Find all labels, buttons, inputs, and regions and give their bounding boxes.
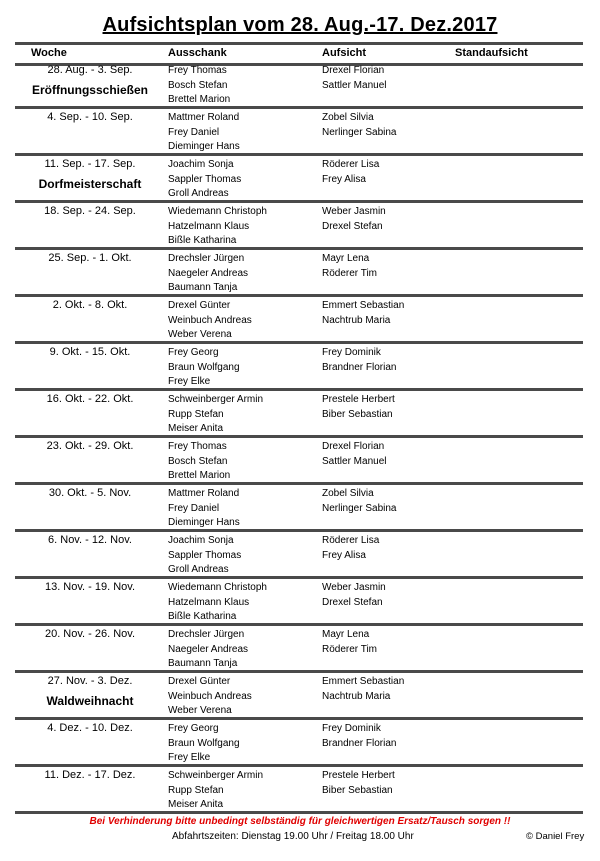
aufsicht-person: Sattler Manuel	[322, 455, 387, 467]
ausschank-person: Braun Wolfgang	[168, 361, 240, 373]
table-row	[15, 203, 583, 250]
aufsicht-person: Prestele Herbert	[322, 770, 395, 781]
ausschank-person: Naegeler Andreas	[168, 267, 249, 279]
ausschank-person: Mattmer Roland	[168, 488, 240, 499]
ausschank-person: Frey Georg	[168, 347, 219, 358]
aufsicht-cell	[322, 487, 397, 516]
ausschank-person: Brettel Marion	[168, 470, 231, 482]
ausschank-cell	[168, 628, 248, 672]
aufsicht-person: Frey Dominik	[322, 347, 381, 358]
ausschank-person: Frey Elke	[168, 376, 211, 388]
header-ausschank: Ausschank	[168, 47, 227, 59]
table-row	[15, 344, 583, 391]
aufsicht-person: Nerlinger Sabina	[322, 502, 397, 514]
aufsicht-person: Weber Jasmin	[322, 582, 386, 593]
table-row	[15, 250, 583, 297]
week-range: 2. Okt. - 8. Okt.	[52, 299, 128, 311]
aufsicht-person: Frey Alisa	[322, 549, 366, 561]
ausschank-person: Weber Verena	[168, 329, 232, 341]
week-range: 27. Nov. - 3. Dez.	[47, 675, 133, 687]
week-range: 13. Nov. - 19. Nov.	[44, 581, 136, 593]
ausschank-cell	[168, 722, 240, 766]
ausschank-person: Bosch Stefan	[168, 79, 228, 91]
ausschank-person: Groll Andreas	[168, 188, 229, 200]
aufsicht-cell	[322, 299, 404, 328]
ausschank-person: Braun Wolfgang	[168, 737, 240, 749]
ausschank-person: Meiser Anita	[168, 799, 224, 811]
ausschank-person: Frey Georg	[168, 723, 219, 734]
aufsicht-cell	[322, 393, 395, 422]
ausschank-cell	[168, 581, 267, 625]
ausschank-cell	[168, 205, 267, 249]
ausschank-cell	[168, 534, 241, 578]
ausschank-person: Wiedemann Christoph	[168, 582, 267, 593]
ausschank-person: Baumann Tanja	[168, 658, 238, 670]
ausschank-person: Hatzelmann Klaus	[168, 596, 250, 608]
aufsicht-person: Frey Dominik	[322, 723, 381, 734]
aufsicht-cell	[322, 628, 377, 657]
aufsicht-person: Nachtrub Maria	[322, 690, 391, 702]
aufsicht-person: Emmert Sebastian	[322, 676, 405, 687]
header-standaufsicht: Standaufsicht	[455, 47, 528, 59]
ausschank-person: Frey Thomas	[168, 65, 227, 76]
week-range: 28. Aug. - 3. Sep.	[47, 64, 133, 76]
aufsicht-person: Frey Alisa	[322, 173, 366, 185]
aufsicht-person: Sattler Manuel	[322, 79, 387, 91]
ausschank-cell	[168, 158, 241, 202]
ausschank-person: Drexel Günter	[168, 676, 231, 687]
aufsicht-person: Röderer Tim	[322, 267, 378, 279]
ausschank-person: Meiser Anita	[168, 423, 224, 435]
table-row	[15, 767, 583, 814]
aufsicht-person: Nerlinger Sabina	[322, 126, 397, 138]
ausschank-cell	[168, 299, 252, 343]
ausschank-person: Mattmer Roland	[168, 112, 240, 123]
week-range: 25. Sep. - 1. Okt.	[48, 252, 132, 264]
ausschank-cell	[168, 111, 240, 155]
ausschank-person: Rupp Stefan	[168, 408, 224, 420]
ausschank-person: Bißle Katharina	[168, 611, 237, 623]
aufsicht-person: Nachtrub Maria	[322, 314, 391, 326]
ausschank-person: Groll Andreas	[168, 564, 229, 576]
aufsicht-person: Drexel Stefan	[322, 220, 383, 232]
aufsicht-person: Röderer Tim	[322, 643, 378, 655]
week-range: 23. Okt. - 29. Okt.	[46, 440, 134, 452]
ausschank-person: Hatzelmann Klaus	[168, 220, 250, 232]
ausschank-cell	[168, 393, 263, 437]
aufsicht-cell	[322, 675, 404, 704]
week-range: 4. Sep. - 10. Sep.	[47, 111, 133, 123]
aufsicht-person: Brandner Florian	[322, 361, 397, 373]
ausschank-person: Frey Daniel	[168, 502, 220, 514]
week-range: 9. Okt. - 15. Okt.	[49, 346, 131, 358]
ausschank-person: Schweinberger Armin	[168, 770, 264, 781]
aufsicht-cell	[322, 581, 386, 610]
ausschank-person: Dieminger Hans	[168, 141, 240, 153]
table-row	[15, 438, 583, 485]
aufsicht-person: Zobel Silvia	[322, 112, 374, 123]
ausschank-person: Bosch Stefan	[168, 455, 228, 467]
table-row	[15, 109, 583, 156]
aufsicht-person: Mayr Lena	[322, 629, 370, 640]
ausschank-person: Frey Thomas	[168, 441, 227, 452]
aufsicht-person: Drexel Florian	[322, 441, 385, 452]
ausschank-person: Drechsler Jürgen	[168, 629, 245, 640]
ausschank-person: Joachim Sonja	[168, 159, 234, 170]
ausschank-cell	[168, 64, 230, 108]
table-row	[15, 532, 583, 579]
ausschank-person: Weber Verena	[168, 705, 232, 717]
ausschank-person: Brettel Marion	[168, 94, 231, 106]
header-aufsicht: Aufsicht	[322, 47, 366, 59]
week-range: 11. Dez. - 17. Dez.	[44, 769, 136, 781]
event-name: Dorfmeisterschaft	[38, 177, 142, 191]
aufsicht-person: Mayr Lena	[322, 253, 370, 264]
aufsicht-person: Drexel Stefan	[322, 596, 383, 608]
aufsicht-cell	[322, 205, 386, 234]
aufsicht-cell	[322, 534, 379, 563]
ausschank-person: Weinbuch Andreas	[168, 690, 252, 702]
aufsicht-cell	[322, 769, 395, 798]
aufsicht-person: Prestele Herbert	[322, 394, 395, 405]
ausschank-cell	[168, 769, 263, 813]
ausschank-person: Sappler Thomas	[168, 549, 242, 561]
ausschank-person: Frey Elke	[168, 752, 211, 764]
ausschank-person: Wiedemann Christoph	[168, 206, 267, 217]
week-range: 4. Dez. - 10. Dez.	[47, 722, 133, 734]
aufsicht-person: Weber Jasmin	[322, 206, 386, 217]
event-name: Eröffnungsschießen	[31, 83, 148, 97]
ausschank-person: Dieminger Hans	[168, 517, 240, 529]
table-row	[15, 485, 583, 532]
aufsicht-person: Zobel Silvia	[322, 488, 374, 499]
ausschank-cell	[168, 675, 252, 719]
week-range: 18. Sep. - 24. Sep.	[44, 205, 136, 217]
aufsicht-person: Brandner Florian	[322, 737, 397, 749]
aufsicht-cell	[322, 111, 397, 140]
ausschank-person: Rupp Stefan	[168, 784, 224, 796]
ausschank-person: Naegeler Andreas	[168, 643, 249, 655]
aufsicht-person: Biber Sebastian	[322, 408, 393, 420]
week-range: 11. Sep. - 17. Sep.	[44, 158, 136, 170]
header-woche: Woche	[31, 47, 67, 59]
ausschank-person: Frey Daniel	[168, 126, 220, 138]
table-row	[15, 579, 583, 626]
aufsicht-cell	[322, 158, 379, 187]
ausschank-person: Drexel Günter	[168, 300, 231, 311]
ausschank-cell	[168, 346, 240, 390]
aufsicht-cell	[322, 346, 396, 375]
aufsicht-person: Röderer Lisa	[322, 159, 380, 170]
week-range: 6. Nov. - 12. Nov.	[48, 534, 132, 546]
table-row	[15, 62, 583, 109]
week-range: 16. Okt. - 22. Okt.	[46, 393, 134, 405]
ausschank-person: Joachim Sonja	[168, 535, 234, 546]
table-row	[15, 720, 583, 767]
schedule-table	[15, 62, 583, 814]
ausschank-cell	[168, 252, 248, 296]
departure-times: Abfahrtszeiten: Dienstag 19.00 Uhr / Freitag 18.00 Uhr	[172, 831, 414, 842]
ausschank-person: Baumann Tanja	[168, 282, 238, 294]
aufsicht-cell	[322, 252, 377, 281]
aufsicht-cell	[322, 64, 386, 93]
aufsicht-person: Röderer Lisa	[322, 535, 380, 546]
event-name: Waldweihnacht	[46, 694, 134, 708]
page-title: Aufsichtsplan vom 28. Aug.-17. Dez.2017	[102, 14, 498, 36]
warning-note: Bei Verhinderung bitte unbedingt selbständig für gleichwertigen Ersatz/Tausch sorgen !!	[89, 816, 511, 827]
week-range: 20. Nov. - 26. Nov.	[44, 628, 136, 640]
table-row	[15, 673, 583, 720]
aufsicht-cell	[322, 722, 396, 751]
aufsicht-person: Emmert Sebastian	[322, 300, 405, 311]
ausschank-cell	[168, 487, 240, 531]
aufsicht-cell	[322, 440, 386, 469]
ausschank-person: Weinbuch Andreas	[168, 314, 252, 326]
ausschank-person: Bißle Katharina	[168, 235, 237, 247]
aufsicht-person: Drexel Florian	[322, 65, 385, 76]
table-row	[15, 626, 583, 673]
table-row	[15, 156, 583, 203]
table-row	[15, 391, 583, 438]
copyright: © Daniel Frey	[526, 831, 585, 842]
ausschank-person: Sappler Thomas	[168, 173, 242, 185]
ausschank-person: Drechsler Jürgen	[168, 253, 245, 264]
ausschank-person: Schweinberger Armin	[168, 394, 264, 405]
ausschank-cell	[168, 440, 230, 484]
table-row	[15, 297, 583, 344]
week-range: 30. Okt. - 5. Nov.	[48, 487, 132, 499]
aufsicht-person: Biber Sebastian	[322, 784, 393, 796]
